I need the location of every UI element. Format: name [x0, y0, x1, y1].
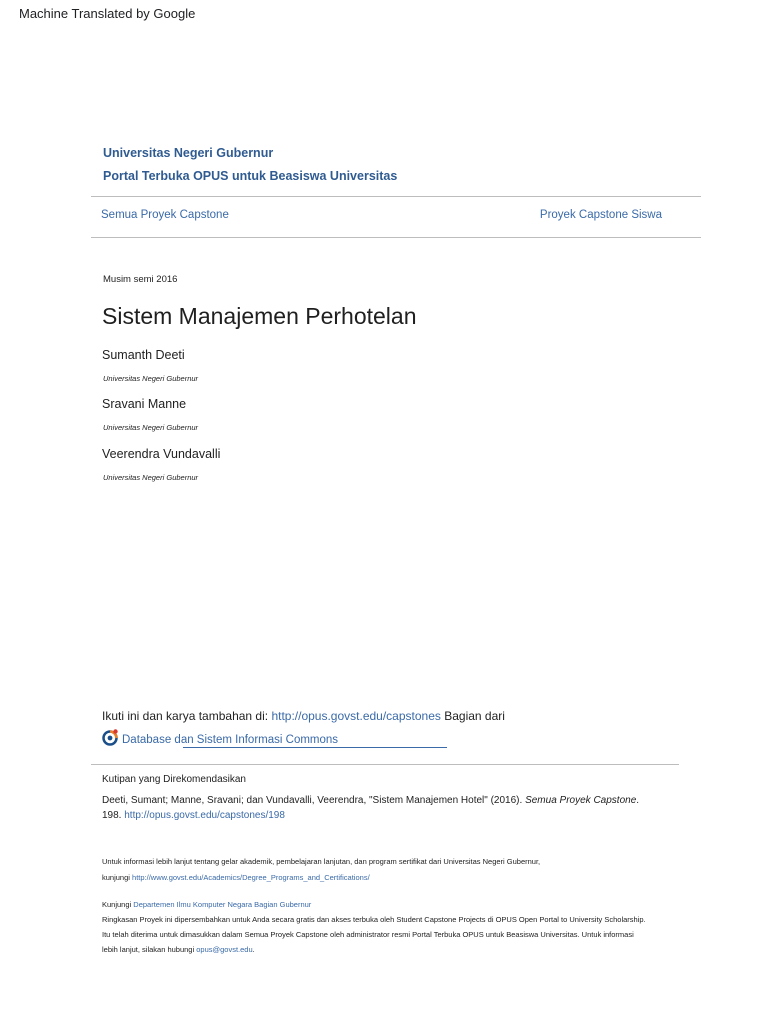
author-affiliation: Universitas Negeri Gubernur — [103, 374, 199, 383]
department-link[interactable]: Departemen Ilmu Komputer Negara Bagian Gubernur — [133, 900, 312, 909]
footer-line-1: Ringkasan Proyek ini dipersembahkan untuk Anda secara gratis dan akses terbuka oleh Student Capstone Projects di OPUS Open Portal to University Scholarship. — [102, 915, 646, 924]
footer-visit-prefix: Kunjungi — [102, 900, 134, 909]
citation-heading: Kutipan yang Direkomendasikan — [102, 774, 246, 785]
author-name: Sumanth Deeti — [102, 348, 185, 362]
follow-prefix: Ikuti ini dan karya tambahan di: — [102, 709, 272, 723]
header-divider-bottom — [91, 237, 701, 238]
author-affiliation: Universitas Negeri Gubernur — [103, 473, 199, 482]
machine-translation-banner: Machine Translated by Google — [19, 6, 196, 21]
citation-period: . — [636, 795, 640, 806]
nav-student-capstone-projects-link[interactable]: Proyek Capstone Siswa — [539, 209, 662, 221]
follow-suffix: Bagian dari — [440, 709, 505, 723]
author-name: Veerendra Vundavalli — [102, 447, 221, 461]
citation-series: Semua Proyek Capstone — [525, 795, 637, 806]
degree-programs-link[interactable]: http://www.govst.edu/Academics/Degree_Programs_and_Certifications/ — [132, 873, 370, 882]
citation-number: 198. — [102, 810, 125, 821]
university-name[interactable]: Universitas Negeri Gubernur — [103, 146, 274, 160]
author-affiliation: Universitas Negeri Gubernur — [103, 423, 199, 432]
citation-authors: Deeti, Sumant; Manne, Sravani; dan Vundavalli, Veerendra, "Sistem Manajemen Hotel" (2016). — [102, 795, 526, 806]
follow-line — [102, 709, 505, 723]
section-divider — [91, 764, 679, 765]
citation-text — [102, 795, 639, 806]
header-divider-top — [91, 196, 701, 197]
footer-period: . — [252, 945, 255, 954]
commons-link-underline — [183, 747, 447, 748]
info-line-2 — [102, 873, 370, 882]
author-name: Sravani Manne — [102, 397, 187, 411]
publication-season: Musim semi 2016 — [103, 274, 178, 285]
footer-line-3 — [102, 945, 255, 954]
commons-link[interactable]: Database dan Sistem Informasi Commons — [122, 734, 339, 746]
info-visit-prefix: kunjungi — [102, 873, 133, 882]
footer-contact-prefix: lebih lanjut, silakan hubungi — [102, 945, 197, 954]
commons-network-icon — [101, 728, 119, 746]
citation-url-link[interactable]: http://opus.govst.edu/capstones/198 — [124, 810, 285, 821]
footer-visit-line — [102, 900, 311, 909]
capstones-url-link[interactable]: http://opus.govst.edu/capstones — [271, 709, 441, 723]
document-title: Sistem Manajemen Perhotelan — [102, 303, 417, 329]
info-line-1: Untuk informasi lebih lanjut tentang gelar akademik, pembelajaran lanjutan, dan program sertifikat dari Universitas Negeri Gubernur, — [102, 857, 541, 866]
portal-name[interactable]: Portal Terbuka OPUS untuk Beasiswa Universitas — [103, 169, 398, 183]
nav-all-capstone-projects-link[interactable]: Semua Proyek Capstone — [101, 209, 229, 221]
citation-url-line — [102, 810, 285, 821]
opus-email-link[interactable]: opus@govst.edu — [196, 945, 253, 954]
footer-line-2: Itu telah diterima untuk dimasukkan dalam Semua Proyek Capstone oleh administrator resmi Portal Terbuka OPUS untuk Beasiswa Universitas. Untuk informasi — [102, 930, 634, 939]
